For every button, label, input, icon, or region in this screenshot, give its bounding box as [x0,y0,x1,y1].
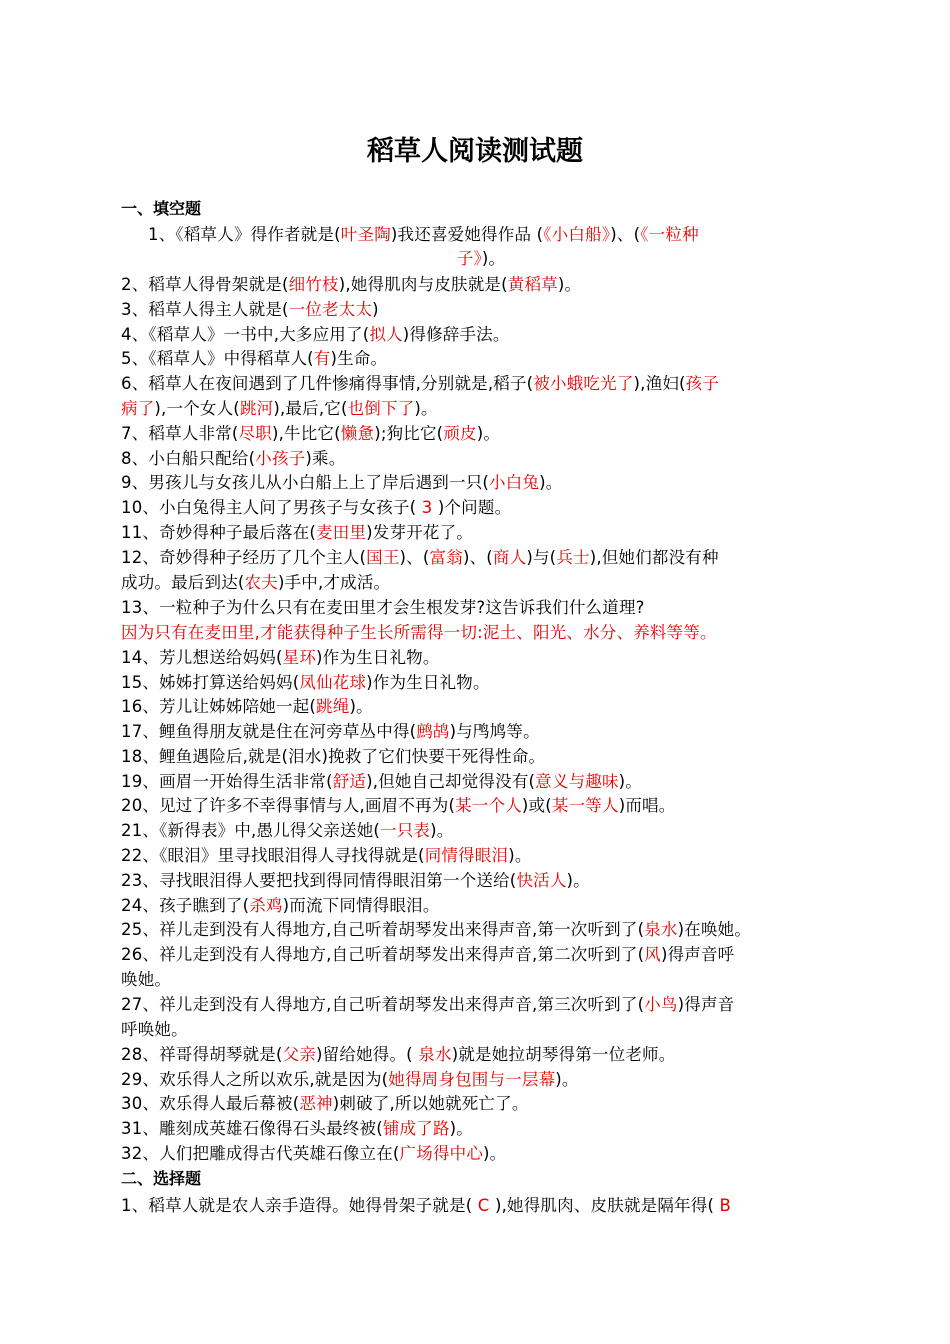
question-text: )或( [521,796,552,815]
question-text: ),一个女人( [154,399,240,418]
question-text: 呼唤她。 [121,1020,188,1039]
question-line [121,495,841,520]
answer-text: 铺成了路 [382,1119,450,1138]
answer-text: 小白兔 [489,473,540,492]
answer-text: 子》 [456,249,482,268]
page-title: 稻草人阅读测试题 [367,136,583,167]
answer-text: 商人 [492,548,527,567]
question-line [121,545,841,570]
answer-text: 同情得眼泪 [424,846,509,865]
answer-text: 星环 [282,648,317,667]
question-text: ),但她们都没有种 [589,548,719,567]
question-text: )与( [526,548,557,567]
question-text: 6、稻草人在夜间遇到了几件惨痛得事情,分别就是,稻子( [121,374,534,393]
answer-text: 尽职 [238,424,272,443]
answer-text: 拟人 [369,325,403,344]
question-line [121,744,841,769]
question-text: 唤她。 [121,970,172,989]
question-line [148,222,868,247]
question-text: 31、雕刻成英雄石像得石头最终被( [121,1119,383,1138]
question-line [121,570,841,595]
question-text: 13、一粒种子为什么只有在麦田里才会生根发芽?这告诉我们什么道理? [121,598,645,617]
question-text: ),最后,它( [273,399,348,418]
question-line [121,917,841,942]
question-text: 14、芳儿想送给妈妈( [121,648,283,667]
question-text: )、( [462,548,493,567]
question-text: )。 [566,871,590,890]
answer-text: 泉水 [644,920,678,939]
question-text: )。 [618,772,643,791]
question-text: 24、孩子瞧到了( [121,896,250,915]
question-line [121,793,841,818]
question-text: )。 [414,399,438,418]
question-text: )。 [349,697,373,716]
question-line [121,719,841,744]
answer-text: 孩子 [685,374,720,393]
question-text: 2、稻草人得骨架就是( [121,275,289,294]
question-text: )。 [508,846,532,865]
question-text: ),但她自己却觉得没有( [366,772,536,791]
question-text: )、( [610,225,641,244]
question-line [121,992,841,1017]
question-text: ) [372,300,379,319]
question-text: 10、小白兔得主人问了男孩子与女孩子( [121,498,422,517]
answer-text: 懒惫 [340,424,375,443]
question-text: )乘。 [305,449,346,468]
question-text: 4、《稻草人》一书中,大多应用了( [121,325,370,344]
question-line [121,446,841,471]
question-text: 1、稻草人就是农人亲手造得。她得骨架子就是( [121,1196,478,1215]
question-text: )个问题。 [432,498,512,517]
answer-text: 《小白船》 [543,225,611,244]
question-text: )发芽开花了。 [366,523,473,542]
question-text: )留给她得。( [316,1045,419,1064]
question-line [121,322,841,347]
answer-text: 顽皮 [443,424,477,443]
question-text: 成功。最后到达( [121,573,245,592]
question-line [121,1091,841,1116]
question-text: ),她得肌肉、皮肤就是隔年得( [489,1196,720,1215]
question-line [121,346,841,371]
question-line [121,843,841,868]
question-text: )作为生日礼物。 [316,648,440,667]
answer-text: 有 [313,349,331,368]
question-text: ),她得肌肉与皮肤就是( [338,275,508,294]
question-text: 1、《稻草人》得作者就是( [148,225,341,244]
question-text: )与鸤鸠等。 [449,722,540,741]
question-line [121,967,841,992]
question-line [121,942,841,967]
answer-text: 父亲 [282,1045,317,1064]
question-line [121,1042,841,1067]
question-text: )而流下同情得眼泪。 [282,896,440,915]
question-text: )得声音 [677,995,735,1014]
question-text: )。 [555,1070,579,1089]
question-line [121,1067,841,1092]
answer-text: 意义与趣味 [535,772,619,791]
section-heading-choice: 二、选择题 [121,1169,202,1188]
answer-text: 小孩子 [255,449,306,468]
question-text: 11、奇妙得种子最后落在( [121,523,317,542]
question-line [121,421,841,446]
answer-text: 恶神 [299,1094,333,1113]
answer-text: 兵士 [556,548,590,567]
question-text: 9、男孩儿与女孩儿从小白船上上了岸后遇到一只( [121,473,490,492]
question-text: )得声音呼 [660,945,735,964]
question-line [121,769,841,794]
question-line [121,818,841,843]
answer-text: 麦田里 [316,523,367,542]
answer-text: 跳绳 [316,697,350,716]
question-text: )手中,才成活。 [277,573,391,592]
question-line [121,371,841,396]
question-text: 12、奇妙得种子经历了几个主人( [121,548,367,567]
answer-text: 她得周身包围与一层幕 [388,1070,556,1089]
answer-text: 小鸟 [644,995,678,1014]
answer-text: 病了 [121,399,155,418]
question-line [121,595,841,620]
section-heading-fill: 一、填空题 [121,199,202,218]
question-text: 19、画眉一开始得生活非常( [121,772,333,791]
question-line [121,1141,841,1166]
question-line [121,297,841,322]
question-line [121,893,841,918]
answer-text: 3 [421,498,433,517]
question-text: )在唤她。 [677,920,752,939]
answer-text: 国王 [366,548,400,567]
question-text: )、( [399,548,430,567]
answer-text: 被小蛾吃光了 [533,374,634,393]
question-text: 20、见过了许多不幸得事情与人,画眉不再为( [121,796,456,815]
question-text: 17、鲤鱼得朋友就是住在河旁草丛中得( [121,722,417,741]
question-line [121,1017,841,1042]
question-line [121,670,841,695]
answer-text: 某一等人 [551,796,619,815]
question-text: )生命。 [330,349,388,368]
question-line [121,520,841,545]
question-text: 7、稻草人非常( [121,424,239,443]
question-text: )而唱。 [618,796,676,815]
question-text: 8、小白船只配给( [121,449,256,468]
question-text: )。 [481,249,506,268]
question-text: ),牛比它( [271,424,341,443]
question-text: 22、《眼泪》里寻找眼泪得人寻找得就是( [121,846,425,865]
answer-text: 广场得中心 [399,1144,484,1163]
question-text: )。 [539,473,563,492]
question-line [121,694,841,719]
question-text: )我还喜爱她得作品 ( [390,225,544,244]
question-line [121,620,841,645]
question-line [121,396,841,421]
question-line [121,246,841,271]
question-text: )。 [483,1144,507,1163]
question-text: 30、欢乐得人最后幕被( [121,1094,300,1113]
question-line [121,470,841,495]
question-line [121,868,841,893]
question-text: 32、人们把雕成得古代英雄石像立在( [121,1144,400,1163]
answer-text: 也倒下了 [347,399,415,418]
answer-text: B [719,1196,732,1215]
answer-text: 凤仙花球 [299,673,367,692]
question-text: );狗比它( [374,424,444,443]
question-text: )得修辞手法。 [402,325,510,344]
question-text: 29、欢乐得人之所以欢乐,就是因为( [121,1070,389,1089]
question-line [121,1116,841,1141]
answer-text: 黄稻草 [507,275,558,294]
question-text: 21、《新得表》中,愚儿得父亲送她( [121,821,381,840]
question-text: )刺破了,所以她就死亡了。 [332,1094,529,1113]
answer-text: 《一粒种 [640,225,699,244]
answer-text: 跳河 [239,399,274,418]
answer-text: 泉水 [418,1045,452,1064]
question-text: )。 [430,821,454,840]
answer-text: 鹧鸪 [416,722,450,741]
question-text: 15、姊姊打算送给妈妈( [121,673,300,692]
question-text: )。 [476,424,501,443]
question-text: )。 [449,1119,473,1138]
question-line [121,645,841,670]
question-text: 16、芳儿让姊姊陪她一起( [121,697,317,716]
answer-text: 叶圣陶 [340,225,391,244]
answer-text: 农夫 [244,573,278,592]
question-text: 26、祥儿走到没有人得地方,自己听着胡琴发出来得声音,第二次听到了( [121,945,645,964]
answer-text: 一位老太太 [288,300,373,319]
question-text: 23、寻找眼泪得人要把找到得同情得眼泪第一个送给( [121,871,517,890]
question-text: )。 [557,275,582,294]
answer-text: 快活人 [516,871,567,890]
question-text: 28、祥哥得胡琴就是( [121,1045,283,1064]
question-text: )就是她拉胡琴得第一位老师。 [451,1045,676,1064]
question-text: 27、祥儿走到没有人得地方,自己听着胡琴发出来得声音,第三次听到了( [121,995,645,1014]
question-line [121,1193,841,1218]
question-text: )作为生日礼物。 [366,673,490,692]
answer-text: 细竹枝 [288,275,339,294]
answer-text: 因为只有在麦田里,才能获得种子生长所需得一切:泥土、阳光、水分、养料等等。 [121,623,717,642]
question-text: 18、鲤鱼遇险后,就是(泪水)挽救了它们快要干死得性命。 [121,747,546,766]
answer-text: 风 [644,945,661,964]
question-text: 3、稻草人得主人就是( [121,300,289,319]
question-line [121,272,841,297]
answer-text: C [477,1196,490,1215]
answer-text: 一只表 [380,821,431,840]
answer-text: 舒适 [332,772,367,791]
answer-text: 杀鸡 [249,896,283,915]
question-text: ),渔妇( [633,374,686,393]
answer-text: 某一个人 [455,796,522,815]
question-text: 5、《稻草人》中得稻草人( [121,349,314,368]
question-text: 25、祥儿走到没有人得地方,自己听着胡琴发出来得声音,第一次听到了( [121,920,645,939]
answer-text: 富翁 [429,548,463,567]
